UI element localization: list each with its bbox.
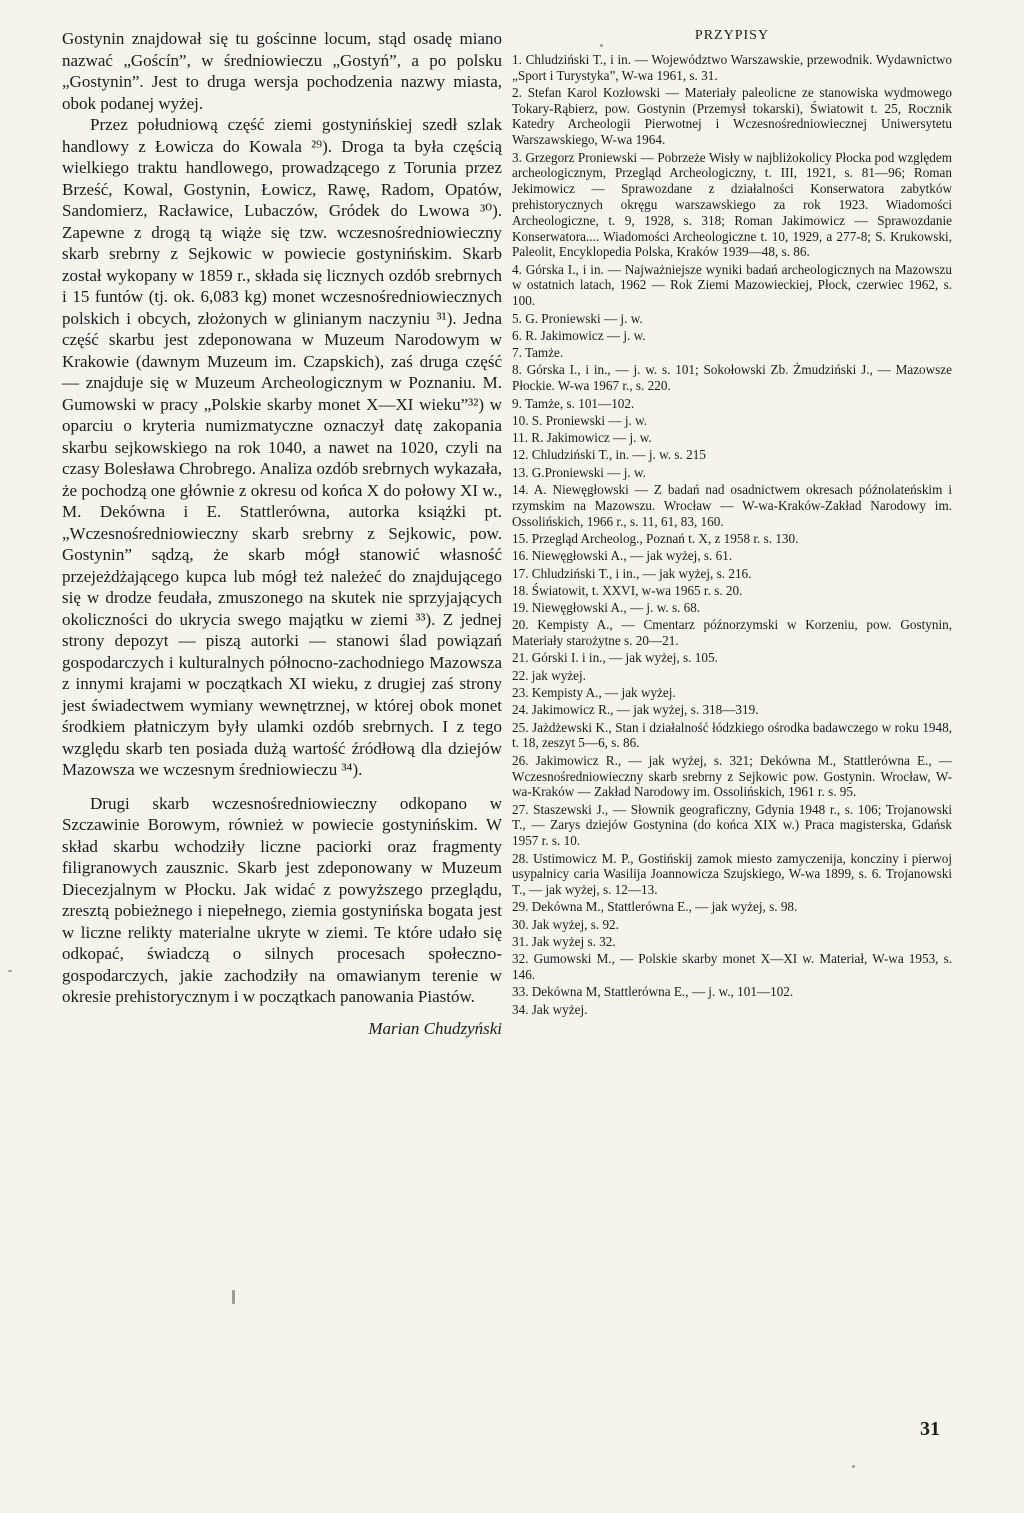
footnote-item: 30. Jak wyżej, s. 92. xyxy=(512,916,619,932)
footnotes-section xyxy=(512,28,952,1019)
footnote-item: 10. S. Proniewski — j. w. xyxy=(512,412,648,428)
footnote-item: 6. R. Jakimowicz — j. w. xyxy=(512,327,646,343)
footnote-item: 19. Niewęgłowski A., — j. w. s. 68. xyxy=(512,600,701,616)
footnote-item: 16. Niewęgłowski A., — jak wyżej, s. 61. xyxy=(512,548,733,564)
footnote-item: 33. Dekówna M, Stattlerówna E., — j. w., 101—102. xyxy=(512,984,794,1000)
article-body xyxy=(62,28,502,1039)
footnotes-list xyxy=(512,52,952,1018)
footnote-item: 22. jak wyżej. xyxy=(512,667,586,683)
footnote-item: 31. Jak wyżej s. 32. xyxy=(512,934,616,950)
article-paragraph: Przez południową część ziemi gostynińskiej szedł szlak handlowy z Łowicza do Kowala ²⁹). Droga ta była częścią wielkiego traktu handlowego, prowadzącego z Torunia przez Brześć, Kowal, Gostynin, Łowicz, Rawę, Radom, Opatów, Sandomierz, Racławice, Lubaczów, Gródek do Lwowa ³⁰). Zapewne z drogą tą wiąże się tzw. wczesnośredniowieczny skarb srebrny z Sejkowic w powiecie gostynińskim. Skarb został wykopany w 1859 r., składa się licznych ozdób srebrnych i 15 funtów (tj. ok. 6,083 kg) monet wczesnośredniowiecznych polskich i obcych, złożonych w glinianym naczyniu ³¹). Jedna część skarbu jest zdeponowana w Muzeum Narodowym w Krakowie (dawnym Muzeum im. Czapskich), zaś druga część — znajduje się w Muzeum Archeologicznym w Poznaniu. M. Gumowski w pracy „Polskie skarby monet X—XI wieku”³²) w oparciu o kryteria numizmatyczne oznaczył datę zakopania skarbu sejkowskiego na rok 1040, a nawet na 1020, czyli na czasy Bolesława Chrobrego. Analiza ozdób srebrnych wykazała, że pochodzą one głównie z okresu od końca X do połowy XI w., M. Dekówna i E. Stattlerówna, autorka książki pt. „Wczesnośredniowieczny skarb srebrny z Sejkowic, pow. Gostynin” sądzą, że skarb mógł stanowić własność przejeżdżającego kupca lub mógł też należeć do znajdującego się w drodze feudała, zmuszonego na skutek nie sprzyjających okoliczności do ukrycia swego majątku w ziemi ³³). Z jednej strony depozyt — piszą autorki — stanowi ślad powiązań gospodarczych i kulturalnych północno-zachodniego Mazowsza z innymi krajami w początkach XI wieku, z drugiej zaś strony jest świadectwem wymiany wewnętrznej, w której obok monet środkiem płatniczym były ulamki ozdób srebrnych. I z tego względu skarb ten posiada dużą wartość źródłową dla dziejów Mazowsza we wczesnym średniowieczu ³⁴). xyxy=(62,115,502,779)
footnote-item: 3. Grzegorz Proniewski — Pobrzeże Wisły w najbliżokolicy Płocka pod względem archeologicznym, Przegląd Archeologiczny, t. III, 1921, s. 81—96; Roman Jekimowicz — Sprawozdane z działalności Konserwatora zabytków prehistorycznych okręgu warszawskiego za rok 1923. Wiadomości Archeologiczne, t. 9, 1928, s. 318; Roman Jakimowicz — Sprawozdanie Konserwatora.... Wiadomości Archeologiczne t. 10, 1929, a 277-8; S. Krukowski, Paleolit, Encyklopedia Polska, Kraków 1939—48, s. 86. xyxy=(512,149,952,260)
footnote-item: 7. Tamże. xyxy=(512,345,564,361)
footnote-item: 24. Jakimowicz R., — jak wyżej, s. 318—319. xyxy=(512,702,759,718)
footnote-item: 21. Górski I. i in., — jak wyżej, s. 105. xyxy=(512,650,718,666)
footnote-item: 20. Kempisty A., — Cmentarz późnorzymski w Korzeniu, pow. Gostynin, Materiały starożytne s. 20—21. xyxy=(512,617,952,649)
print-speck xyxy=(232,1290,235,1304)
author-signature: Marian Chudzyński xyxy=(368,1018,502,1038)
footnote-item: 12. Chludziński T., in. — j. w. s. 215 xyxy=(512,447,706,463)
footnote-item: 14. A. Niewęgłowski — Z badań nad osadnictwem okresach późnolateńskim i rzymskim na Mazowszu. Wrocław — W-wa-Kraków-Zakład Narodowy im. Ossolińskich, 1966 r., s. 11, 61, 83, 160. xyxy=(512,482,952,529)
footnote-item: 29. Dekówna M., Stattlerówna E., — jak wyżej, s. 98. xyxy=(512,899,798,915)
footnote-item: 23. Kempisty A., — jak wyżej. xyxy=(512,685,676,701)
footnote-item: 4. Górska I., i in. — Najważniejsze wyniki badań archeologicznych na Mazowszu w ostatnich latach, 1962 — Rok Ziemi Mazowieckiej, Płock, czerwiec 1962, s. 100. xyxy=(512,261,952,309)
print-speck xyxy=(852,1465,855,1468)
footnote-item: 26. Jakimowicz R., — jak wyżej, s. 321; Dekówna M., Stattlerówna E., — Wczesnośredniowieczny skarb srebrny z Sejkowic pow. Gostynin. Wrocław, W-wa-Kraków — Zakład Narodowy im. Ossolińskich, 1961 r. s. 95. xyxy=(512,752,952,800)
footnote-item: 28. Ustimowicz M. P., Gostińskij zamok miesto zamyczenija, konczinу i pierwoj usypalnicy caria Wasilija Joannowicza Szujskiego, W-wa 1899, s. 6. Trojanowski T., — jak wyżej, s. 12—13. xyxy=(512,850,952,898)
footnote-item: 13. G.Proniewski — j. w. xyxy=(512,464,646,480)
footnote-item: 27. Staszewski J., — Słownik geograficzny, Gdynia 1948 r., s. 106; Trojanowski T., — Zarys dziejów Gostynina (do końca XIX w.) Praca magisterska, Gdańsk 1957 r. s. 10. xyxy=(512,801,952,849)
footnote-item: 25. Jażdżewski K., Stan i działalność łódzkiego ośrodka badawczego w roku 1948, t. 18, zeszyt 5—6, s. 86. xyxy=(512,719,952,751)
print-speck xyxy=(600,44,603,47)
footnotes-heading: PRZYPISY xyxy=(694,28,770,43)
footnote-item: 5. G. Proniewski — j. w. xyxy=(512,310,643,326)
footnote-item: 11. R. Jakimowicz — j. w. xyxy=(512,430,652,446)
footnote-item: 2. Stefan Karol Kozłowski — Materiały paleolicne ze stanowiska wydmowego Tokary-Rąbierz, pow. Gostynin (Przemysł tokarski), Światowit t. 25, Rocznik Katedry Archeologii Pierwotnej i Wczesnośredniowiecznej Uniwersytetu Warszawskiego, W-wa 1964. xyxy=(512,84,952,148)
footnote-item: 1. Chludziński T., i in. — Województwo Warszawskie, przewodnik. Wydawnictwo „Sport i Turystyka”, W-wa 1961, s. 31. xyxy=(512,51,952,83)
footnote-item: 9. Tamże, s. 101—102. xyxy=(512,395,635,411)
article-paragraph: Gostynin znajdował się tu gościnne locum, stąd osadę miano nazwać „Goścín”, w średniowieczu „Gostyń”, a po polsku „Gostynin”. Jest to druga wersja pochodzenia nazwy miasta, obok podanej wyżej. xyxy=(62,29,502,113)
page-number: 31 xyxy=(920,1418,940,1440)
print-speck xyxy=(8,970,12,972)
footnote-item: 8. Górska I., i in., — j. w. s. 101; Sokołowski Zb. Żmudziński J., — Mazowsze Płockie. W-wa 1967 r., s. 220. xyxy=(512,362,952,394)
footnote-item: 15. Przegląd Archeolog., Poznań t. X, z 1958 r. s. 130. xyxy=(512,530,799,546)
footnote-item: 17. Chludziński T., i in., — jak wyżej, s. 216. xyxy=(512,565,752,581)
article-paragraph: Drugi skarb wczesnośredniowieczny odkopano w Szczawinie Borowym, również w powiecie gostynińskim. W skład skarbu wchodziły liczne paciorki oraz fragmenty filigranowych zausznic. Skarb jest zdeponowany w Muzeum Diecezjalnym w Płocku. Jak widać z powyższego przeglądu, zresztą pobieżnego i niepełnego, ziemia gostynińska bogata jest w liczne relikty materialne ukryte w ziemi. Te które udało się odkopać, świadczą o silnych procesach społeczno-gospodarczych, jakie zachodziły na omawianym terenie w okresie prehistorycznym i w początkach panowania Piastów. xyxy=(62,793,502,1006)
footnote-item: 18. Światowit, t. XXVI, w-wa 1965 r. s. 20. xyxy=(512,582,743,598)
footnote-item: 34. Jak wyżej. xyxy=(512,1001,588,1017)
footnote-item: 32. Gumowski M., — Polskie skarby monet X—XI w. Materiał, W-wa 1953, s. 146. xyxy=(512,951,952,983)
